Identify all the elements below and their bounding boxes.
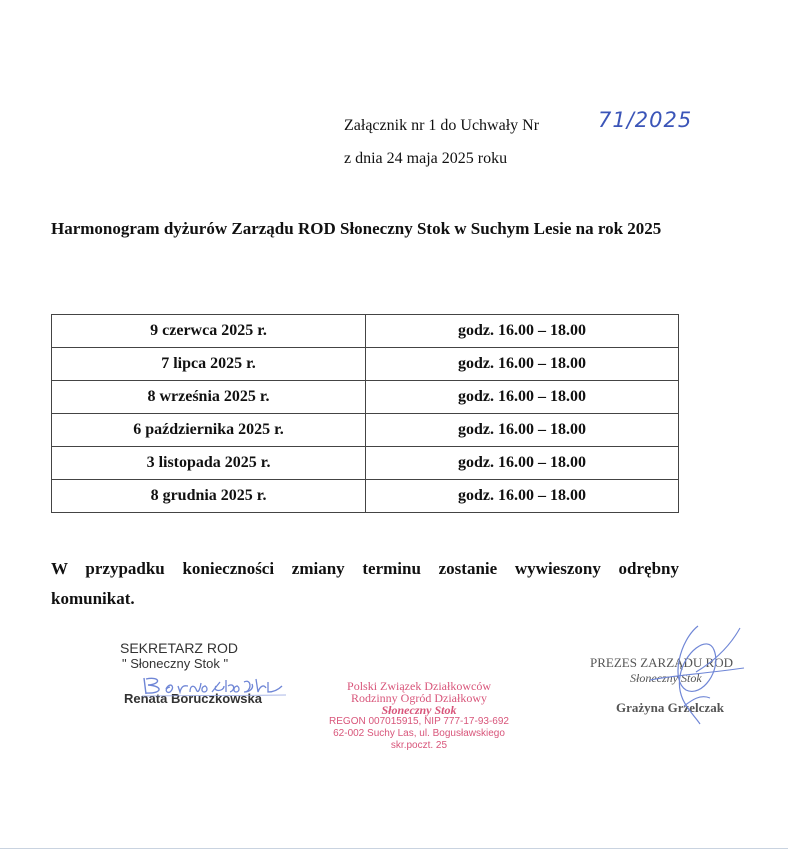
duty-hours: godz. 16.00 – 18.00 (366, 315, 679, 348)
stamp-line: Rodzinny Ogród Działkowy (351, 691, 487, 705)
president-signature (640, 620, 760, 740)
organization-stamp (312, 680, 526, 752)
duty-hours: godz. 16.00 – 18.00 (366, 414, 679, 447)
president-name: Grażyna Grzelczak (616, 700, 724, 715)
duty-date: 8 września 2025 r. (52, 381, 366, 414)
annex-reference: Załącznik nr 1 do Uchwały Nr (344, 117, 540, 134)
president-org: Słoneczny Stok (630, 671, 702, 685)
table-row (52, 315, 679, 348)
duty-hours: godz. 16.00 – 18.00 (366, 480, 679, 513)
duty-date: 7 lipca 2025 r. (52, 348, 366, 381)
table-row (52, 480, 679, 513)
stamp-line: skr.poczt. 25 (390, 740, 448, 751)
stamp-line: REGON 007015915, NIP 777-17-93-692 (329, 716, 509, 727)
table-row (52, 381, 679, 414)
bottom-divider (0, 848, 788, 849)
duty-date: 6 października 2025 r. (52, 414, 366, 447)
secretary-name: Renata Boruczkowska (124, 691, 262, 706)
table-row (52, 447, 679, 480)
table-row (52, 414, 679, 447)
stamp-line: Polski Związek Działkowców (347, 679, 491, 693)
duty-date: 8 grudnia 2025 r. (52, 480, 366, 513)
secretary-org: " Słoneczny Stok " (122, 656, 229, 671)
handwritten-resolution-number: 71/2025 (598, 108, 693, 132)
table-row (52, 348, 679, 381)
schedule-table (51, 314, 679, 513)
duty-hours: godz. 16.00 – 18.00 (366, 447, 679, 480)
annex-date: z dnia 24 maja 2025 roku (344, 150, 508, 167)
duty-date: 9 czerwca 2025 r. (52, 315, 366, 348)
duty-hours: godz. 16.00 – 18.00 (366, 348, 679, 381)
secretary-signature (140, 674, 290, 698)
stamp-line: 62-002 Suchy Las, ul. Bogusławskiego (333, 728, 505, 739)
document-title: Harmonogram dyżurów Zarządu ROD Słoneczny Stok w Suchym Lesie na rok 2025 (51, 219, 662, 238)
secretary-role: SEKRETARZ ROD (120, 640, 238, 656)
duty-date: 3 listopada 2025 r. (52, 447, 366, 480)
duty-hours: godz. 16.00 – 18.00 (366, 381, 679, 414)
change-notice: W przypadku konieczności zmiany terminu zostanie wywieszony odrębny komunikat. (51, 559, 679, 608)
president-role: PREZES ZARZĄDU ROD (590, 655, 734, 670)
stamp-line: Słoneczny Stok (381, 703, 457, 717)
